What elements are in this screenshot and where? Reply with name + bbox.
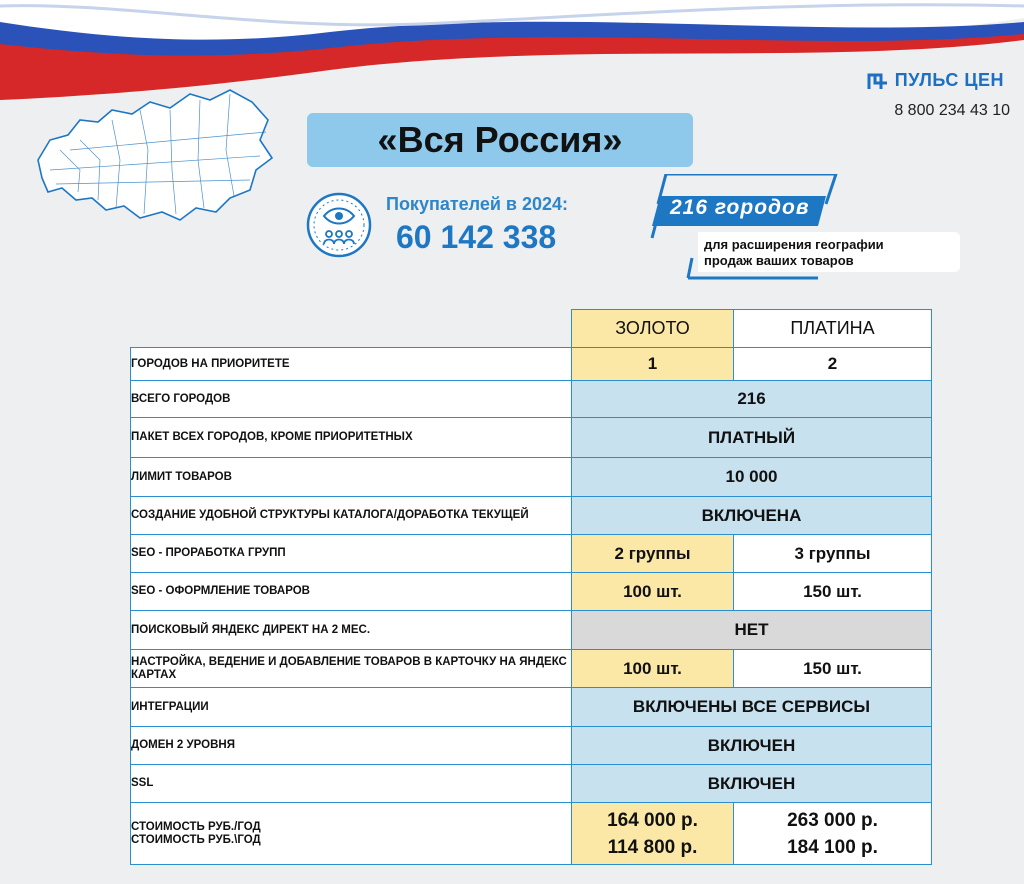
row-label: ПАКЕТ ВСЕХ ГОРОДОВ, КРОМЕ ПРИОРИТЕТНЫХ bbox=[131, 418, 572, 458]
platinum-cost-line2: 184 100 р. bbox=[787, 836, 878, 858]
gold-cost-line1: 164 000 р. bbox=[607, 809, 698, 831]
gold-value: 2 группы bbox=[572, 535, 734, 573]
cities-subtitle bbox=[704, 237, 954, 269]
table-row bbox=[131, 650, 932, 688]
gold-cost bbox=[572, 803, 734, 865]
table-row bbox=[131, 611, 932, 650]
row-label: SEO - ПРОРАБОТКА ГРУПП bbox=[131, 535, 572, 573]
cities-subtitle-line2: продаж ваших товаров bbox=[704, 253, 854, 268]
plans-table bbox=[130, 309, 932, 865]
cost-label-line2: СТОИМОСТЬ РУБ.\ГОД bbox=[131, 833, 261, 846]
buyers-label: Покупателей в 2024: bbox=[386, 194, 569, 214]
table-row bbox=[131, 765, 932, 803]
table-row-cost bbox=[131, 803, 932, 865]
platinum-value: 150 шт. bbox=[734, 650, 932, 688]
buyers-value: 60 142 338 bbox=[396, 219, 557, 255]
table-row bbox=[131, 348, 932, 381]
platinum-value: 150 шт. bbox=[734, 573, 932, 611]
cities-count-title: 216 городов bbox=[670, 196, 810, 219]
cities-subtitle-line1: для расширения географии bbox=[704, 237, 884, 252]
row-label: СОЗДАНИЕ УДОБНОЙ СТРУКТУРЫ КАТАЛОГА/ДОРАБОТКА ТЕКУЩЕЙ bbox=[131, 497, 572, 535]
platinum-value: 3 группы bbox=[734, 535, 932, 573]
platinum-value: 2 bbox=[734, 348, 932, 381]
table-row bbox=[131, 688, 932, 727]
header-gold: ЗОЛОТО bbox=[572, 310, 734, 348]
eye-people-icon bbox=[306, 192, 372, 258]
table-row bbox=[131, 573, 932, 611]
row-label: SSL bbox=[131, 765, 572, 803]
pulse-logo-icon bbox=[867, 71, 889, 91]
row-label: ВСЕГО ГОРОДОВ bbox=[131, 381, 572, 418]
platinum-cost-line1: 263 000 р. bbox=[787, 809, 878, 831]
row-label: ДОМЕН 2 УРОВНЯ bbox=[131, 727, 572, 765]
page-title: «Вся Россия» bbox=[307, 113, 693, 167]
shared-value: ПЛАТНЫЙ bbox=[572, 418, 932, 458]
shared-value: ВКЛЮЧЕН bbox=[572, 727, 932, 765]
row-label: ИНТЕГРАЦИИ bbox=[131, 688, 572, 727]
shared-value: ВКЛЮЧЕНЫ ВСЕ СЕРВИСЫ bbox=[572, 688, 932, 727]
cost-label bbox=[131, 803, 572, 865]
gold-value: 100 шт. bbox=[572, 650, 734, 688]
table-row bbox=[131, 497, 932, 535]
row-label: ГОРОДОВ НА ПРИОРИТЕТЕ bbox=[131, 348, 572, 381]
shared-value: 216 bbox=[572, 381, 932, 418]
table-row bbox=[131, 535, 932, 573]
brand-logo-text: ПУЛЬС ЦЕН bbox=[894, 70, 1004, 90]
header-platinum: ПЛАТИНА bbox=[734, 310, 932, 348]
row-label: ЛИМИТ ТОВАРОВ bbox=[131, 458, 572, 497]
shared-value: ВКЛЮЧЕН bbox=[572, 765, 932, 803]
shared-value: ВКЛЮЧЕНА bbox=[572, 497, 932, 535]
phone-number[interactable]: 8 800 234 43 10 bbox=[894, 102, 1010, 119]
table-row bbox=[131, 418, 932, 458]
row-label: НАСТРОЙКА, ВЕДЕНИЕ И ДОБАВЛЕНИЕ ТОВАРОВ В КАРТОЧКУ НА ЯНДЕКС КАРТАХ bbox=[131, 650, 572, 688]
shared-value: 10 000 bbox=[572, 458, 932, 497]
gold-value: 1 bbox=[572, 348, 734, 381]
gold-cost-line2: 114 800 р. bbox=[607, 836, 698, 858]
platinum-cost bbox=[734, 803, 932, 865]
brand-logo[interactable] bbox=[867, 70, 1004, 91]
table-header-row bbox=[131, 310, 932, 348]
gold-value: 100 шт. bbox=[572, 573, 734, 611]
shared-value: НЕТ bbox=[572, 611, 932, 650]
cost-label-line1: СТОИМОСТЬ РУБ./ГОД bbox=[131, 820, 261, 833]
table-row bbox=[131, 727, 932, 765]
russia-map-icon bbox=[20, 80, 280, 240]
table-row bbox=[131, 381, 932, 418]
row-label: SEO - ОФОРМЛЕНИЕ ТОВАРОВ bbox=[131, 573, 572, 611]
table-row bbox=[131, 458, 932, 497]
table-corner bbox=[131, 310, 572, 348]
row-label: ПОИСКОВЫЙ ЯНДЕКС ДИРЕКТ НА 2 МЕС. bbox=[131, 611, 572, 650]
